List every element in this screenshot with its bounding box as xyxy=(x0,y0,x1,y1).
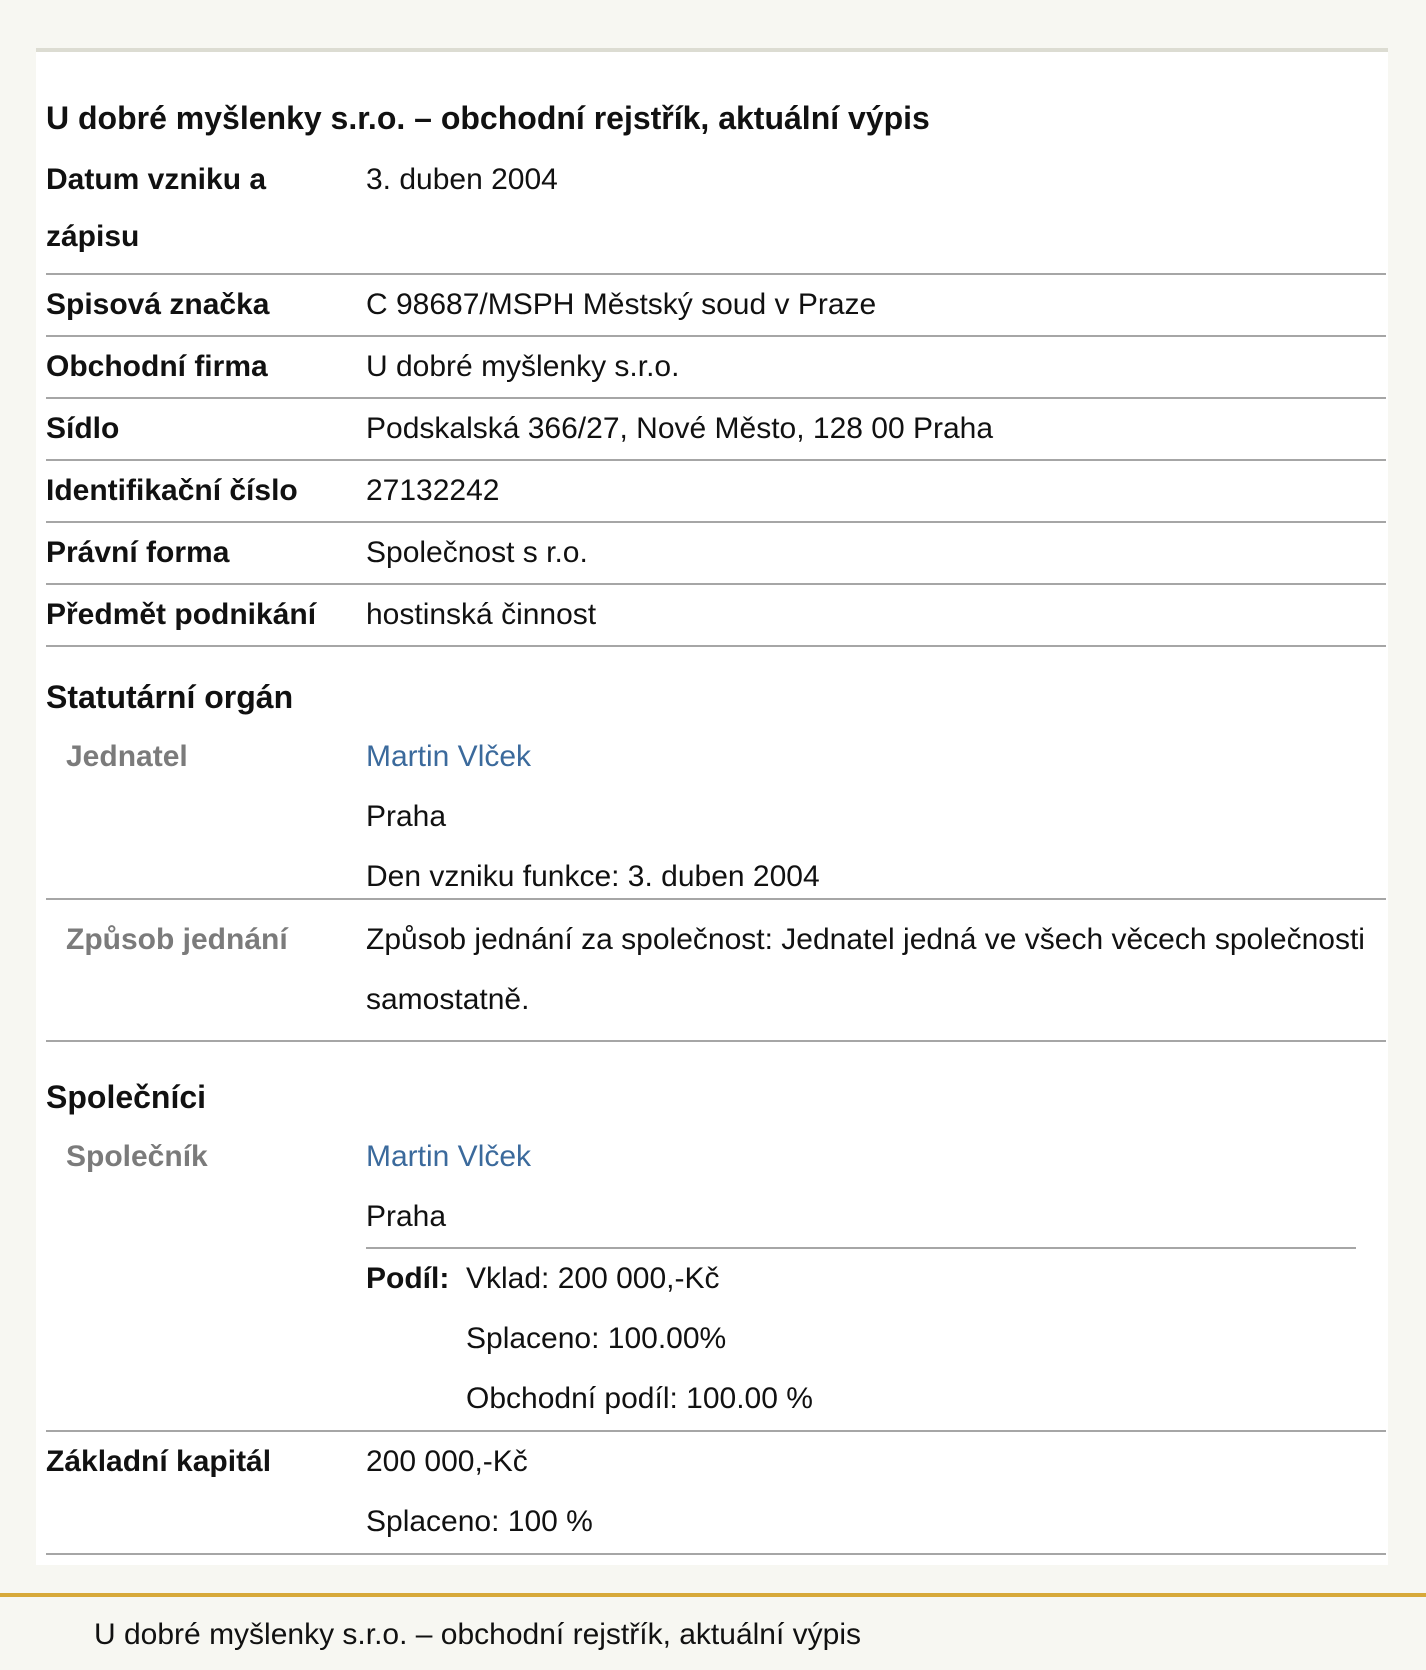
row-jednatel xyxy=(46,727,1386,900)
podil-vklad: Vklad: 200 000,-Kč xyxy=(466,1262,720,1295)
kapital-value xyxy=(366,1432,1386,1553)
kapital-splaceno: Splaceno: 100 % xyxy=(366,1505,593,1538)
zpusob-label: Způsob jednání xyxy=(66,923,288,956)
row-spolecnik xyxy=(46,1127,1386,1432)
jednatel-name-link[interactable]: Martin Vlček xyxy=(366,740,532,773)
row-sidlo xyxy=(46,399,1386,461)
row-zakladni-kapital xyxy=(46,1432,1386,1555)
jednatel-label: Jednatel xyxy=(66,740,188,773)
spolecnik-name-link[interactable]: Martin Vlček xyxy=(366,1140,532,1173)
row-ico xyxy=(46,461,1386,523)
spisova-label: Spisová značka xyxy=(46,288,270,321)
podil-block xyxy=(366,1247,1356,1429)
spolecnici-heading: Společníci xyxy=(46,1079,207,1115)
row-obchodni-firma xyxy=(46,337,1386,399)
spolecnik-city: Praha xyxy=(366,1200,447,1233)
jednatel-value xyxy=(366,727,1386,898)
spisova-value: C 98687/MSPH Městský soud v Praze xyxy=(366,288,877,321)
zpusob-value-line2: samostatně. xyxy=(366,983,530,1016)
zpusob-value xyxy=(366,910,1386,1040)
kapital-amount: 200 000,-Kč xyxy=(366,1445,528,1478)
predmet-label: Předmět podnikání xyxy=(46,598,317,631)
podil-label: Podíl: xyxy=(366,1262,450,1295)
statutarni-heading: Statutární orgán xyxy=(46,679,294,715)
spolecnik-label: Společník xyxy=(66,1140,208,1173)
datum-label-line2: zápisu xyxy=(46,220,140,253)
sidlo-label: Sídlo xyxy=(46,412,120,445)
ico-value: 27132242 xyxy=(366,474,500,507)
statutarni-section xyxy=(46,667,1386,1042)
predmet-value: hostinská činnost xyxy=(366,598,597,631)
firma-value: U dobré myšlenky s.r.o. xyxy=(366,350,680,383)
datum-label-line1: Datum vzniku a xyxy=(46,163,267,196)
page-footer xyxy=(0,1593,1426,1670)
footer-title: U dobré myšlenky s.r.o. – obchodní rejstřík, aktuální výpis xyxy=(94,1618,862,1651)
zpusob-value-line1: Způsob jednání za společnost: Jednatel jedná ve všech věcech společnosti xyxy=(366,923,1365,956)
spolecnici-section xyxy=(46,1067,1386,1555)
row-predmet-podnikani xyxy=(46,585,1386,647)
jednatel-city: Praha xyxy=(366,800,447,833)
sidlo-value: Podskalská 366/27, Nové Město, 128 00 Praha xyxy=(366,412,994,445)
forma-value: Společnost s r.o. xyxy=(366,536,588,569)
registry-table xyxy=(46,151,1386,647)
ico-label: Identifikační číslo xyxy=(46,474,298,507)
datum-label xyxy=(46,151,366,273)
podil-values xyxy=(466,1249,813,1429)
kapital-label: Základní kapitál xyxy=(46,1445,272,1478)
row-pravni-forma xyxy=(46,523,1386,585)
row-datum-vzniku xyxy=(46,151,1386,275)
firma-label: Obchodní firma xyxy=(46,350,268,383)
podil-obchodni: Obchodní podíl: 100.00 % xyxy=(466,1382,813,1415)
row-spisova-znacka xyxy=(46,275,1386,337)
spolecnik-value xyxy=(366,1127,1386,1430)
datum-value: 3. duben 2004 xyxy=(366,163,558,196)
forma-label: Právní forma xyxy=(46,536,230,569)
page-title: U dobré myšlenky s.r.o. – obchodní rejstřík, aktuální výpis xyxy=(46,100,930,136)
podil-splaceno: Splaceno: 100.00% xyxy=(466,1322,727,1355)
row-zpusob-jednani xyxy=(46,900,1386,1042)
jednatel-since: Den vzniku funkce: 3. duben 2004 xyxy=(366,860,820,893)
